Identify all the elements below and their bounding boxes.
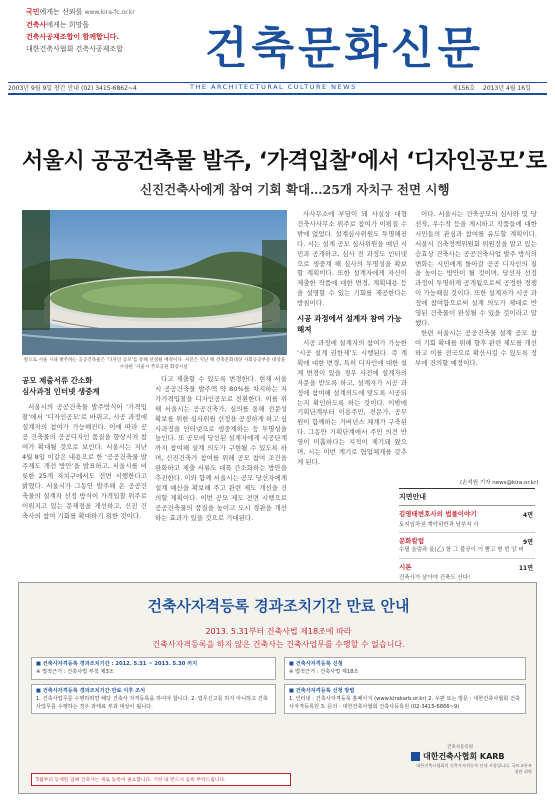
index-section: 김영태변호사의 법률이야기 bbox=[399, 510, 477, 518]
masthead-rule bbox=[8, 93, 547, 95]
page-index bbox=[399, 488, 535, 586]
tagline: THE ARCHITECTURAL CULTURE NEWS bbox=[190, 83, 357, 91]
side-headline: 공모 제출서류 간소화 bbox=[22, 376, 93, 385]
byline: (손석원 기자 news@kira.or.kr) bbox=[460, 480, 539, 486]
ad-section-body: ※ 법적근거 : 건축사법 제18조 bbox=[289, 669, 359, 676]
ad-section-head: ■ 건축사자격등록 경과조치기간 만료 이후 조치 bbox=[36, 687, 146, 694]
ad-left-column bbox=[31, 657, 276, 714]
main-headline: 서울시 공공건축물 발주, ‘가격입찰’에서 ‘디자인공모’로 bbox=[22, 149, 547, 174]
article-text: 서울시의 공공건축물 발주방식이 ‘가격입찰’에서 ‘디자인공모’로 바뀌고, 시공 과정에 설계자의 참여가 가능해진다. 이에 따라 공공 건축물의 공공디자인 품질을 향상시켜 참여가 확대될 것으로 보인다. 서울시는 지난 4월 8일 이같은 내용으로 한 ‘공공건축물 발주제도 개선 방안’을 발표하고, 서울시를 비롯한 25개 자치구에서도 전면 시행한다고 밝혔다. 서울시가 그동안 발주해 온 공공건축물의 설계자 선정 방식이 가격입찰 위주로 이뤄지고 있는 문제점을 개선하고, 신진 건축사의 참여 기회를 확대하기 위한 것이다. bbox=[22, 403, 147, 520]
slogan-highlight: 건축사 bbox=[26, 21, 47, 29]
index-desc: 건축사가 살아야 건축도 산다! bbox=[399, 575, 471, 581]
ad-section-head: ■ 건축사자격등록 신청 방법 bbox=[289, 687, 355, 694]
article-text: 이다. 서울시는 건축공모의 심사와 및 당선작, 우수작 등을 게시하고 작품들에 대한 시민들의 관심과 참여를 유도할 계획이다. 서울시 건축정책위원회 위원장을 맡고 있는 승효상 건축사는 공공건축사업 발주 방식의 변화는 시민에게 돌아갈 공공 디자인의 질을 높이는 방안이 될 것이며, 당선자 선정 과정이 투명하게 공개됨으로써 공정한 경쟁이 가능해질 것이다. 또한 설계자가 시공 과정에 참여함으로써 설계 의도가 제대로 반영된 건축물이 완성될 수 있을 것이라고 말했다. bbox=[415, 210, 537, 327]
index-item[interactable] bbox=[399, 533, 535, 559]
article-photo bbox=[22, 210, 287, 355]
article-text: 시공 과정에 설계자의 참여가 가능한 ‘시공 설계 권한제’도 시행된다. 즉 계획에 대한 변경, 특히 디자인에 대한 설계 변경이 있을 경우 사전에 설계자의 자문을 받도록 하고, 설계자가 시공 과정에 참여해 설계의도에 맞도록 시공되는지 확인하도록 하는 것이다. 이밖에 기획단계부터 이용주민, 전문가, 공무원이 함께하는 거버넌스 체계가 구축된다. 그동안 기획단계에서 주민 의견 반영이 미흡하다는 지적이 제기돼 왔으며, 시는 이번 계기로 협업체계를 갖추게 된다. bbox=[297, 339, 407, 466]
ad-section-body: 1. 건축사업무를 수행하려면 해당 건축사 자격등록을 하여야 합니다. 2. 업무신고를 하지 아니하고 건축사업무를 수행하는 경우 과태료 부과 대상이 됩니다. bbox=[36, 695, 268, 711]
org-logo bbox=[411, 751, 505, 762]
article-column-1 bbox=[22, 375, 147, 581]
ad-title: 건축사자격등록 경과조치기간 만료 안내 bbox=[147, 597, 410, 615]
article-text: 한편 서울시는 공공건축물 설계 공모 참여 기회 확대를 위해 향후 관련 제도를 개선하고 이를 전국으로 확산시킬 수 있도록 정부에 건의할 예정이다. bbox=[415, 328, 537, 367]
slogan-url[interactable]: www.kira-fc.or.kr bbox=[84, 9, 135, 16]
index-section: 문화칼럼 bbox=[399, 537, 425, 545]
newspaper-title: 건축문화신문 bbox=[205, 23, 485, 74]
ad-section-body[interactable]: 1. 인터넷 : 건축사자격등록 홈페이지 (www.kirakarb.or.kr) 2. 우편 또는 방문 : 대한건축사협회 건축사자격등록원 3. 문의 : 대한건축사협회 건축사등록원 (02-3415-6866~9) bbox=[289, 695, 520, 711]
index-page: 4면 bbox=[523, 512, 533, 519]
slogan-highlight: 국민 bbox=[26, 8, 40, 16]
article-column-4 bbox=[415, 210, 537, 480]
article-column-2 bbox=[155, 375, 287, 575]
slogan-text: 건축사공제조합이 함께합니다. bbox=[26, 33, 120, 41]
index-section: 시론 bbox=[399, 563, 412, 571]
issue-number: 제156호 bbox=[452, 85, 476, 92]
org-name: 대한건축사협회 KARB bbox=[423, 752, 505, 761]
ad-right-column bbox=[284, 657, 526, 714]
karb-logo-icon bbox=[411, 752, 420, 761]
notice-advertisement bbox=[18, 582, 537, 794]
index-item[interactable] bbox=[399, 506, 535, 533]
issue-date: 2013년 4월 16일 bbox=[483, 85, 531, 92]
side-headline: 심사과정 인터넷 생중계 bbox=[22, 387, 100, 396]
photo-caption: 앞으로 서울 시내 발주하는 공공건축물은 ‘디자인 공모’를 통해 선정될 예정이다. 사진은 지난 해 건축문화대상 사회공공부문 대상을 수상한 ‘서울시 추모공원 화장시설’ bbox=[23, 358, 286, 370]
org-subtitle: 건축사등록원 bbox=[447, 745, 474, 750]
article-text: 사사무소에 부담이 돼 사실상 대형 건축사사무소 위주로 참여가 이뤄질 수밖에 없었다. 설계심사위원도 투명해진다. 시는 설계 공모 심사위원을 매년 시민과 공개하고, 심사 전 과정도 인터넷으로 생중계 해 심사의 투명성을 확보할 계획이다. 또한 설계자에게 자신이 제출한 작품에 대한 변경, 계획내용 등을 설명할 수 있는 기회를 제공한다는 방침이다. bbox=[297, 210, 407, 308]
index-page: 9면 bbox=[523, 539, 533, 546]
index-title: 지면안내 bbox=[399, 489, 535, 506]
slogan-org: 대한건축사협회 건축사공제조합 bbox=[26, 45, 123, 53]
ad-section-body: ※ 법적근거 : 건축사법 부칙 제3조 bbox=[36, 669, 114, 676]
ad-section-head: ■ 건축사자격등록 경과조치기간 : 2012. 5.31 ~ 2013. 5.30 까지 bbox=[36, 661, 198, 667]
ad-warning-box: 5월부터 등재된 업체 건축사는 새로 등록이 필요합니다. 기한 내 반드시 등록 부탁드립니다. bbox=[31, 773, 291, 786]
article-text: 다고 제출할 수 있도록 변경한다. 현재 서울시 공공건축물 발주액 약 80%를 차지하는 저가가격입찰을 디자인공모로 전환한다. 이를 위해 서울시는 공공건축가, 심의를 통해 전문성 확보를 위한 심사위원 선정을 공정하게 하고 심사과정을 인터넷으로 생중계하는 등 투명성을 높인다. 또 공모에 당선된 설계자에게 시공단계까지 참여해 설계 의도가 구현될 수 있도록 하며, 신진건축가 참여를 위해 공모 참여 조건을 완화하고 제출 서류도 대폭 간소화하는 방안을 추진한다. 이와 함께 서울시는 공모 당선자에게 설계 예산을 확보해 주고 관련 제도 개선을 건의할 계획이다. 이번 공모 제도 전면 시행으로 공공건축물의 품질을 높이고 도시 경관을 개선하는 효과가 있을 것으로 기대된다. bbox=[155, 375, 287, 522]
slogan-text: 에게는 희망을 bbox=[46, 21, 90, 29]
slogan-text: 에게는 신뢰를 bbox=[39, 8, 83, 16]
ad-footer: 대한건축사협회의 건축사자격등록 안내 사항입니다. 국토교통부장관 위탁 bbox=[416, 763, 532, 774]
ad-lead-line: 2013. 5.31부터 건축사법 제18조에 따라 bbox=[205, 627, 352, 636]
building-photo-illustration bbox=[22, 210, 287, 355]
article-column-3 bbox=[297, 210, 407, 575]
section-subheading: 시공 과정에서 설계자 참여 가능해져 bbox=[297, 314, 402, 335]
issue-info: 2003년 9월 9일 창간 안내 (02) 3415-6862~4 bbox=[8, 85, 137, 92]
index-page: 11면 bbox=[518, 565, 533, 572]
sub-headline: 신진건축사에게 참여 기회 확대…25개 자치구 전면 시행 bbox=[140, 182, 450, 197]
masthead-slogan bbox=[26, 6, 146, 55]
index-desc: 수필 울림과 울(乙) 함 그 불공이 이 뿜고 형 번 앙 버 bbox=[399, 547, 524, 553]
ad-lead-line: 건축사자격등록을 하지 않은 건축사는 건축사업무를 수행할 수 없습니다. bbox=[152, 640, 405, 649]
index-desc: 토지임차권 계약위반과 남부쳐 사 bbox=[399, 522, 479, 528]
ad-section-head: ■ 건축사자격등록 신청 bbox=[289, 661, 343, 667]
